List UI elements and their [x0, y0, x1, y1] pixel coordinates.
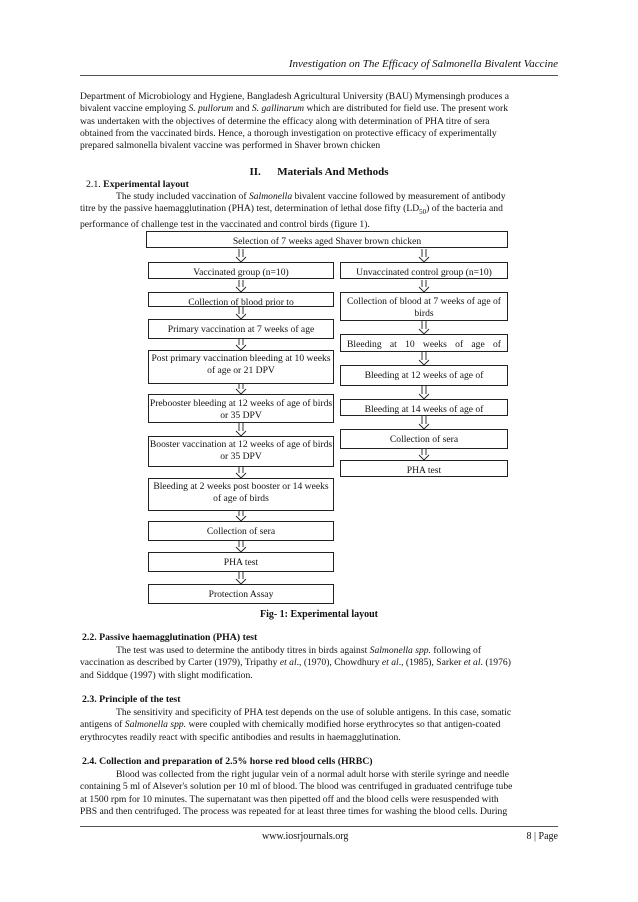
flow-left-box: Collection of sera [148, 521, 334, 541]
header-rule [80, 75, 558, 76]
section-heading: II. Materials And Methods [249, 166, 389, 178]
flow-right-box: Bleeding at 12 weeks of age of [340, 365, 508, 386]
flow-right-box: Bleeding at 14 weeks of age of [340, 399, 508, 416]
footer-website: www.iosrjournals.org [262, 831, 349, 842]
subsection-2-4-text: Blood was collected from the right jugular vein of a normal adult horse with sterile syringe and needle containing 5 ml of Alsever's solution per 10 ml of blood. The blood was centrifuged in graduated centrifuge tube at 1500 rpm for 10 minutes. The supernatant was then pipetted off and the blood cells were resuspended with PBS and then centrifuged. The process was repeated for at least three times for washing the blood cells. During [80, 769, 513, 817]
subsection-2-2-text: The test was used to determine the antibody titres in birds against Salmonella spp. following of vaccination as described by Carter (1979), Tripathy et al., (1970), Chowdhury et al., (1985), Sarker et al. (1976) and Siddque (1997) with slight modification. [80, 645, 511, 681]
flow-top-box: Selection of 7 weeks aged Shaver brown chicken [146, 231, 508, 248]
flow-left-box: Prebooster bleeding at 12 weeks of age of birds or 35 DPV [148, 394, 334, 423]
footer-rule [80, 826, 558, 827]
subsection-2-1-heading: 2.1. Experimental layout [86, 179, 189, 190]
flow-left-box: Vaccinated group (n=10) [148, 262, 334, 279]
figure-caption: Fig- 1: Experimental layout [259, 609, 379, 620]
flow-right-box: Bleeding at 10 weeks of age of [340, 334, 508, 352]
running-header: Investigation on The Efficacy of Salmonella Bivalent Vaccine [288, 58, 558, 70]
intro-paragraph: Department of Microbiology and Hygiene, Bangladesh Agricultural University (BAU) Mymensingh produces a bivalent vaccine employing S. pullorum and S. gallinarum which are distributed for field use. The present work was undertaken with the objectives of determine the efficacy along with determination of PHA titre of sera obtained from the vaccinated birds. Hence, a thorough investigation on protective efficacy of experimentally prepared salmonella bivalent vaccine was performed in Shaver brown chicken [80, 91, 509, 152]
subsection-2-2-heading: 2.2. Passive haemagglutination (PHA) test [82, 632, 258, 643]
flow-left-box: Booster vaccination at 12 weeks of age of birds or 35 DPV [148, 436, 334, 467]
flow-right-box: Collection of blood at 7 weeks of age of birds [340, 292, 508, 321]
flow-left-box: PHA test [148, 552, 334, 572]
flow-left-box: Primary vaccination at 7 weeks of age [148, 319, 334, 339]
flow-right-box: PHA test [340, 460, 508, 477]
flow-right-box: Unvaccinated control group (n=10) [340, 262, 508, 279]
flow-left-box: Post primary vaccination bleeding at 10 weeks of age or 21 DPV [148, 350, 334, 384]
subsection-2-1-text: The study included vaccination of Salmonella bivalent vaccine followed by measurement of antibody titre by the passive haemagglutination (PHA) test, determination of lethal dose fifty $(LD_{50})$ of the bacteria and performance of challenge test in the vaccinated and control birds (figure 1). [80, 191, 506, 230]
flow-left-box: Bleeding at 2 weeks post booster or 14 weeks of age of birds [148, 478, 334, 511]
flow-right-box: Collection of sera [340, 429, 508, 449]
subsection-2-3-text: The sensitivity and specificity of PHA test depends on the use of soluble antigens. In this case, somatic antigens of Salmonella spp. were coupled with chemically modified horse erythrocytes so that antigen-coated erythrocytes readily react with specific antibodies and results in haemagglutination. [80, 707, 512, 743]
flow-left-box: Collection of blood prior to [148, 292, 334, 307]
flow-left-box: Protection Assay [148, 584, 334, 604]
subsection-2-3-heading: 2.3. Principle of the test [82, 694, 181, 705]
subsection-2-4-heading: 2.4. Collection and preparation of 2.5% horse red blood cells (HRBC) [82, 756, 373, 767]
page-number: 8 | Page [526, 831, 558, 842]
